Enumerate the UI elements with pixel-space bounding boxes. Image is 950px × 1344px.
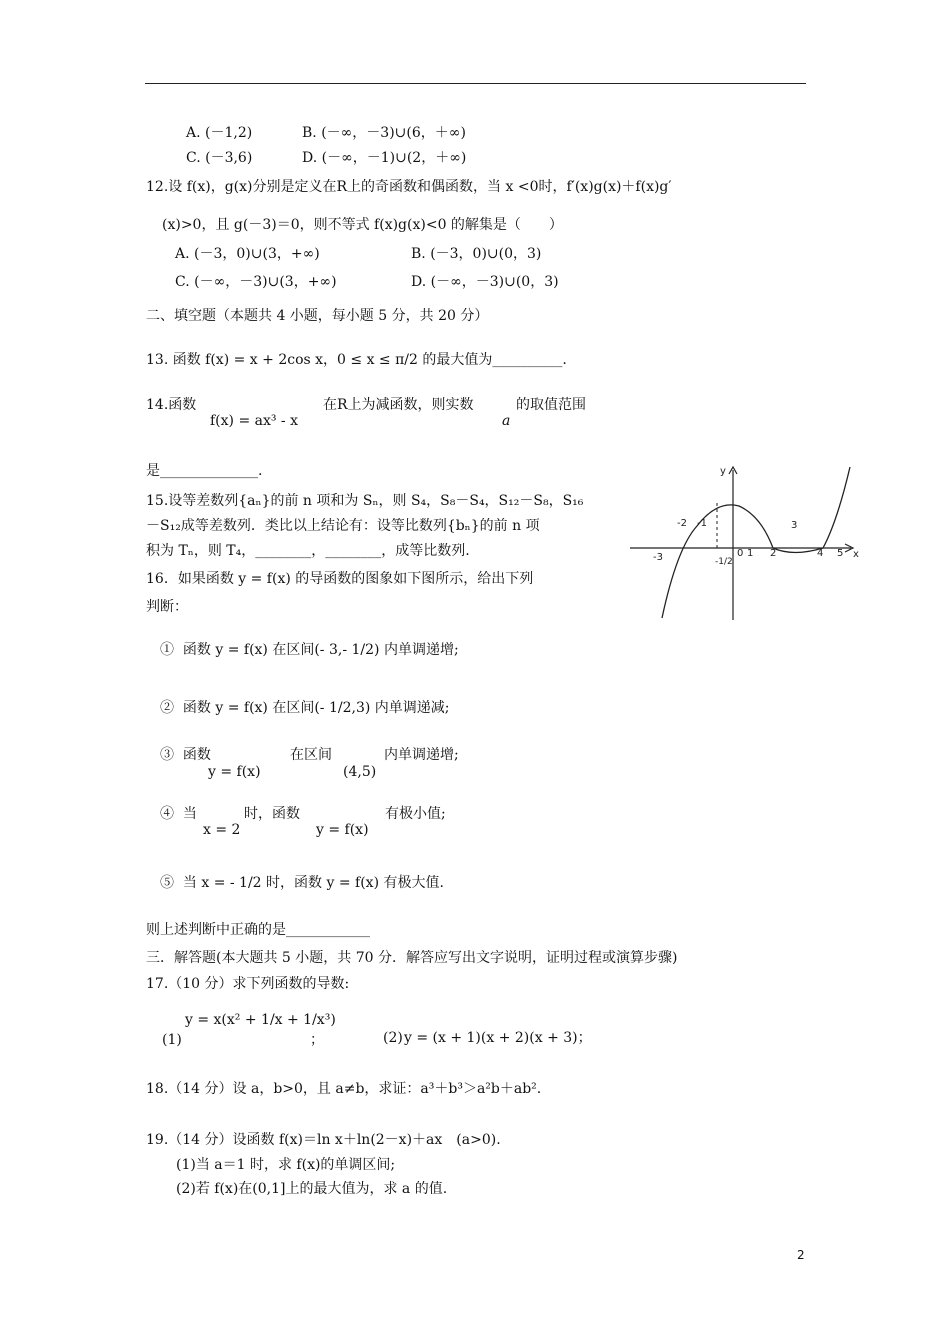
axis-x-label: x [853,549,859,560]
q11-option-c: C. (－3,6) [186,150,253,166]
q12-option-b: B. (－3，0)∪(0，3) [411,246,542,262]
q14-lead: 14.函数 [146,397,197,413]
section-3-heading: 三．解答题(本大题共 5 小题，共 70 分．解答应写出文字说明，证明过程或演算步骤) [146,950,678,966]
q14-middle: 在R上为减函数，则实数 [323,397,474,413]
q16-statement-5: ⑤ 当 x = - 1/2 时，函数 y = f(x) 有极大值. [160,875,444,891]
q11-option-b: B. (－∞，－3)∪(6，＋∞) [302,125,466,141]
header-rule [145,83,806,84]
q15-line1: 15.设等差数列{aₙ}的前 n 项和为 Sₙ，则 S₄，S₈－S₄，S₁₂－S₈，S₁₆ [146,493,584,509]
tick-label-4: 4 [817,548,824,559]
q16-statement-4-tail: 有极小值; [385,806,446,822]
q14-variable: a [502,413,511,429]
tick-label-neg-half: -1/2 [715,557,733,567]
q16-statement-1: ① 函数 y = f(x) 在区间(- 3,- 1/2) 内单调递增; [160,642,459,658]
q17-part1-label: (1) [162,1032,182,1048]
axis-y-label: y [720,466,726,477]
q19-part1: (1)当 a＝1 时，求 f(x)的单调区间; [176,1157,396,1173]
q13-text: 13. 函数 f(x) = x + 2cos x，0 ≤ x ≤ π/2 的最大值为__________. [146,352,567,368]
q19-part2: (2)若 f(x)在(0,1]上的最大值为，求 a 的值. [176,1181,448,1197]
q14-tail: 的取值范围 [516,397,586,413]
tick-label-3: 3 [791,520,798,531]
tick-label-0: 0 [737,548,744,559]
tick-label-neg2: -2 [677,518,687,529]
q16-statement-4-middle: 时，函数 [244,806,300,822]
tick-label-neg1: -1 [697,518,707,529]
tick-label-5: 5 [837,548,844,559]
q16-statement-2: ② 函数 y = f(x) 在区间(- 1/2,3) 内单调递减; [160,700,450,716]
q11-option-d: D. (－∞，－1)∪(2，＋∞) [302,150,467,166]
q16-statement-4-function: y = f(x) [316,822,369,838]
q16-statement-4-lead: ④ 当 [160,806,197,822]
q12-stem-line2: (x)>0，且 g(－3)＝0，则不等式 f(x)g(x)<0 的解集是（ ） [162,217,563,233]
q17-part1-end: ； [310,1032,324,1048]
q16-statement-3-interval: (4,5) [343,764,377,780]
q16-statement-3-function: y = f(x) [208,764,261,780]
section-2-heading: 二、填空题（本题共 4 小题，每小题 5 分，共 20 分） [146,308,489,324]
q17-part2-formula: y = (x + 1)(x + 2)(x + 3)； [404,1030,592,1046]
derivative-curve [662,467,850,618]
q16-statement-4-x: x = 2 [203,822,241,838]
q14-formula: f(x) = ax³ - x [210,413,299,429]
tick-label-1: 1 [747,548,754,559]
tick-label-neg3: -3 [653,552,663,563]
q16-stem-line2: 判断： [146,599,188,615]
q16-stem-line1: 16．如果函数 y = f(x) 的导函数的图象如下图所示，给出下列 [146,571,534,587]
q16-statement-3-middle: 在区间 [290,747,332,763]
q16-conclusion: 则上述判断中正确的是____________ [146,922,370,938]
q12-stem-line1: 12.设 f(x)，g(x)分别是定义在R上的奇函数和偶函数，当 x <0时，f′(x)g(x)＋f(x)g′ [146,179,672,195]
derivative-graph [625,462,865,622]
q11-option-a: A. (－1,2) [186,125,253,141]
q16-statement-3-tail: 内单调递增; [384,747,459,763]
q17-part2-label: (2) [383,1030,403,1046]
q19-title: 19.（14 分）设函数 f(x)＝ln x＋ln(2－x)＋ax (a>0). [146,1132,501,1148]
q12-option-a: A. (－3，0)∪(3，+∞) [175,246,320,262]
page-number: 2 [797,1248,805,1262]
q17-part1-formula: y = x(x² + 1/x + 1/x³) [185,1012,336,1028]
q15-line3: 积为 Tₙ，则 T₄，________，________，成等比数列. [146,543,470,559]
q14-answer-blank: 是______________. [146,463,263,479]
tick-label-2: 2 [770,548,777,559]
q15-line2: －S₁₂成等差数列．类比以上结论有：设等比数列{bₙ}的前 n 项 [146,518,540,534]
q12-option-c: C. (－∞，－3)∪(3，+∞) [175,274,337,290]
q16-statement-3-lead: ③ 函数 [160,747,211,763]
q12-option-d: D. (－∞，－3)∪(0，3) [411,274,559,290]
q17-title: 17.（10 分）求下列函数的导数: [146,976,350,992]
q18-text: 18.（14 分）设 a，b>0，且 a≠b，求证：a³＋b³＞a²b＋ab². [146,1081,542,1097]
